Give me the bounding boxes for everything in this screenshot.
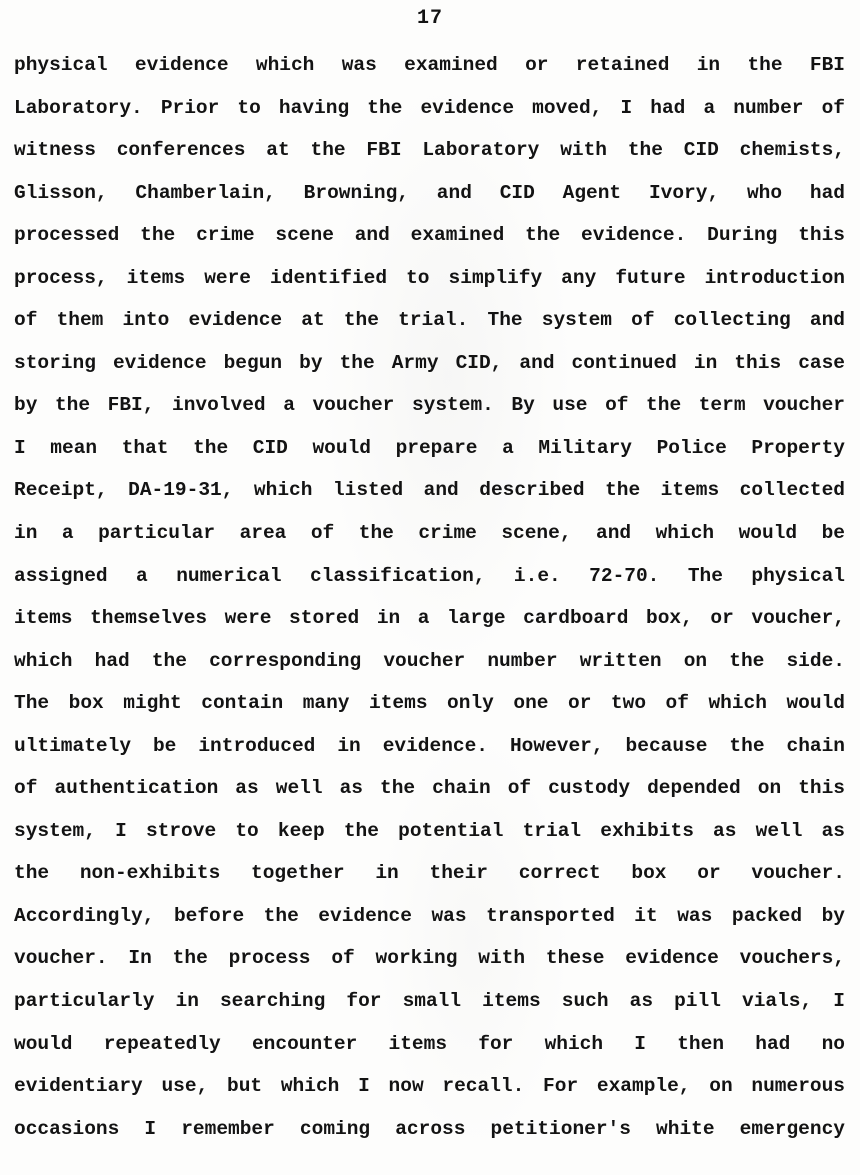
text-line: would repeatedly encounter items for which I then had no: [14, 1032, 845, 1055]
text-line: which had the corresponding voucher number written on the side.: [14, 649, 845, 672]
text-line: Accordingly, before the evidence was transported it was packed by: [14, 904, 845, 927]
text-line: of authentication as well as the chain of custody depended on this: [14, 777, 845, 800]
text-line: by the FBI, involved a voucher system. By use of the term voucher: [14, 394, 845, 417]
text-line: evidentiary use, but which I now recall. For example, on numerous: [14, 1075, 845, 1098]
text-line: process, items were identified to simplify any future introduction: [14, 266, 845, 289]
text-line: voucher. In the process of working with these evidence vouchers,: [14, 947, 845, 970]
text-line: of them into evidence at the trial. The system of collecting and: [14, 309, 845, 332]
page-number: 17: [416, 7, 443, 30]
text-line: system, I strove to keep the potential trial exhibits as well as: [14, 819, 845, 842]
text-line: I mean that the CID would prepare a Military Police Property: [14, 436, 845, 459]
text-line: assigned a numerical classification, i.e. 72-70. The physical: [14, 564, 845, 587]
text-line: physical evidence which was examined or retained in the FBI: [14, 54, 845, 76]
text-line: Laboratory. Prior to having the evidence moved, I had a number of: [14, 96, 845, 119]
text-line: occasions I remember coming across petitioner's white emergency: [14, 1117, 845, 1140]
text-line: ultimately be introduced in evidence. However, because the chain: [14, 734, 845, 757]
text-line: processed the crime scene and examined the evidence. During this: [14, 224, 845, 247]
text-line: The box might contain many items only one or two of which would: [14, 692, 845, 715]
text-line: in a particular area of the crime scene, and which would be: [14, 522, 845, 545]
text-line: witness conferences at the FBI Laboratory with the CID chemists,: [14, 139, 845, 162]
text-line: the non-exhibits together in their correct box or voucher.: [14, 862, 845, 885]
text-line: Glisson, Chamberlain, Browning, and CID Agent Ivory, who had: [14, 181, 845, 204]
text-line: items themselves were stored in a large cardboard box, or voucher,: [14, 607, 845, 630]
text-line: particularly in searching for small items such as pill vials, I: [14, 990, 845, 1013]
body-text: [14, 44, 845, 1150]
text-line: Receipt, DA-19-31, which listed and described the items collected: [14, 479, 845, 502]
text-line: storing evidence begun by the Army CID, and continued in this case: [14, 351, 845, 374]
